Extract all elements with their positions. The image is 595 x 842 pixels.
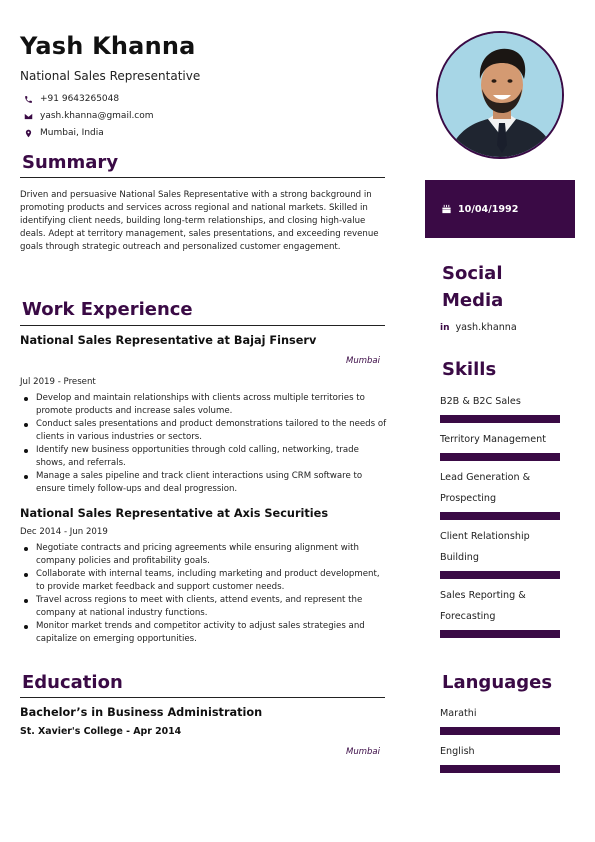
job-2-dates: Dec 2014 - Jun 2019 — [20, 527, 108, 537]
summary-text: Driven and persuasive National Sales Representative with a strong background in promoting products and services across regional and national markets. Skilled in identifying client needs, building long-term relationships, and closing high-value deals. Adept at territory management, sales presentations, and exceeding revenue goals through strategic outreach and personalized customer engagement. — [20, 190, 379, 252]
language-bar — [440, 727, 560, 735]
contact-location — [22, 127, 104, 139]
candidate-name: Yash Khanna — [20, 32, 196, 60]
education-rule — [20, 697, 385, 698]
list-item: Collaborate with internal teams, including marketing and product development, to provide market feedback and support customer needs. — [20, 568, 388, 594]
social-linkedin[interactable] — [440, 322, 517, 333]
skill-item: Sales Reporting & Forecasting — [440, 590, 526, 622]
language-bar — [440, 765, 560, 773]
skill-item: B2B & B2C Sales — [440, 396, 521, 407]
skill-bar — [440, 571, 560, 579]
cake-icon — [441, 203, 453, 215]
job-1-location: Mumbai — [346, 356, 380, 366]
work-experience-rule — [20, 325, 385, 326]
contact-phone — [22, 93, 119, 105]
phone-text: +91 9643265048 — [40, 94, 120, 104]
list-item: Negotiate contracts and pricing agreements while ensuring alignment with company policies and profitability goals. — [20, 542, 388, 568]
social-handle: yash.khanna — [455, 322, 517, 333]
skill-item: Client Relationship Building — [440, 531, 530, 563]
list-item: Identify new business opportunities through cold calling, networking, trade shows, and referrals. — [20, 444, 388, 470]
skill-bar — [440, 630, 560, 638]
date-of-birth: 10/04/1992 — [458, 203, 519, 215]
social-media-heading — [442, 260, 503, 314]
summary-heading: Summary — [22, 152, 119, 173]
date-of-birth-box — [425, 180, 575, 238]
envelope-icon — [22, 110, 34, 122]
list-item: Conduct sales presentations and product demonstrations tailored to the needs of clients in various industries or sectors. — [20, 418, 388, 444]
education-location: Mumbai — [346, 747, 380, 757]
job-2-title: National Sales Representative at Axis Securities — [20, 507, 329, 520]
language-item: Marathi — [440, 708, 477, 719]
profile-photo-illustration — [438, 33, 564, 159]
skill-item: Territory Management — [440, 434, 547, 445]
skill-item: Lead Generation & Prospecting — [440, 472, 531, 504]
list-item: Manage a sales pipeline and track client interactions using CRM software to ensure timely follow-ups and deal progression. — [20, 470, 388, 496]
social-heading-line2: Media — [442, 290, 504, 311]
job-1-dates: Jul 2019 - Present — [20, 377, 96, 387]
profile-photo — [436, 31, 564, 159]
list-item: Monitor market trends and competitor activity to adjust sales strategies and capitalize on emerging opportunities. — [20, 620, 388, 646]
email-text: yash.khanna@gmail.com — [40, 111, 154, 121]
summary-rule — [20, 177, 385, 178]
education-heading: Education — [22, 672, 123, 693]
contact-email — [22, 110, 154, 122]
map-pin-icon — [22, 127, 34, 139]
list-item: Develop and maintain relationships with clients across multiple territories to promote products and increase sales volume. — [20, 392, 388, 418]
location-text: Mumbai, India — [40, 128, 104, 138]
phone-icon — [22, 93, 34, 105]
language-item: English — [440, 746, 475, 757]
candidate-title: National Sales Representative — [20, 69, 201, 83]
work-experience-heading: Work Experience — [22, 299, 193, 320]
skills-heading: Skills — [442, 359, 497, 380]
skill-bar — [440, 453, 560, 461]
education-degree: Bachelor’s in Business Administration — [20, 706, 263, 719]
list-item: Travel across regions to meet with clients, attend events, and represent the company at national industry functions. — [20, 594, 388, 620]
job-1-title: National Sales Representative at Bajaj Finserv — [20, 334, 317, 347]
social-heading-line1: Social — [442, 263, 503, 284]
job-2-bullets — [20, 542, 388, 646]
skill-bar — [440, 512, 560, 520]
linkedin-icon: in — [440, 322, 450, 333]
job-1-bullets — [20, 392, 388, 496]
education-school: St. Xavier's College - Apr 2014 — [20, 726, 182, 737]
languages-heading: Languages — [442, 672, 553, 693]
skill-bar — [440, 415, 560, 423]
